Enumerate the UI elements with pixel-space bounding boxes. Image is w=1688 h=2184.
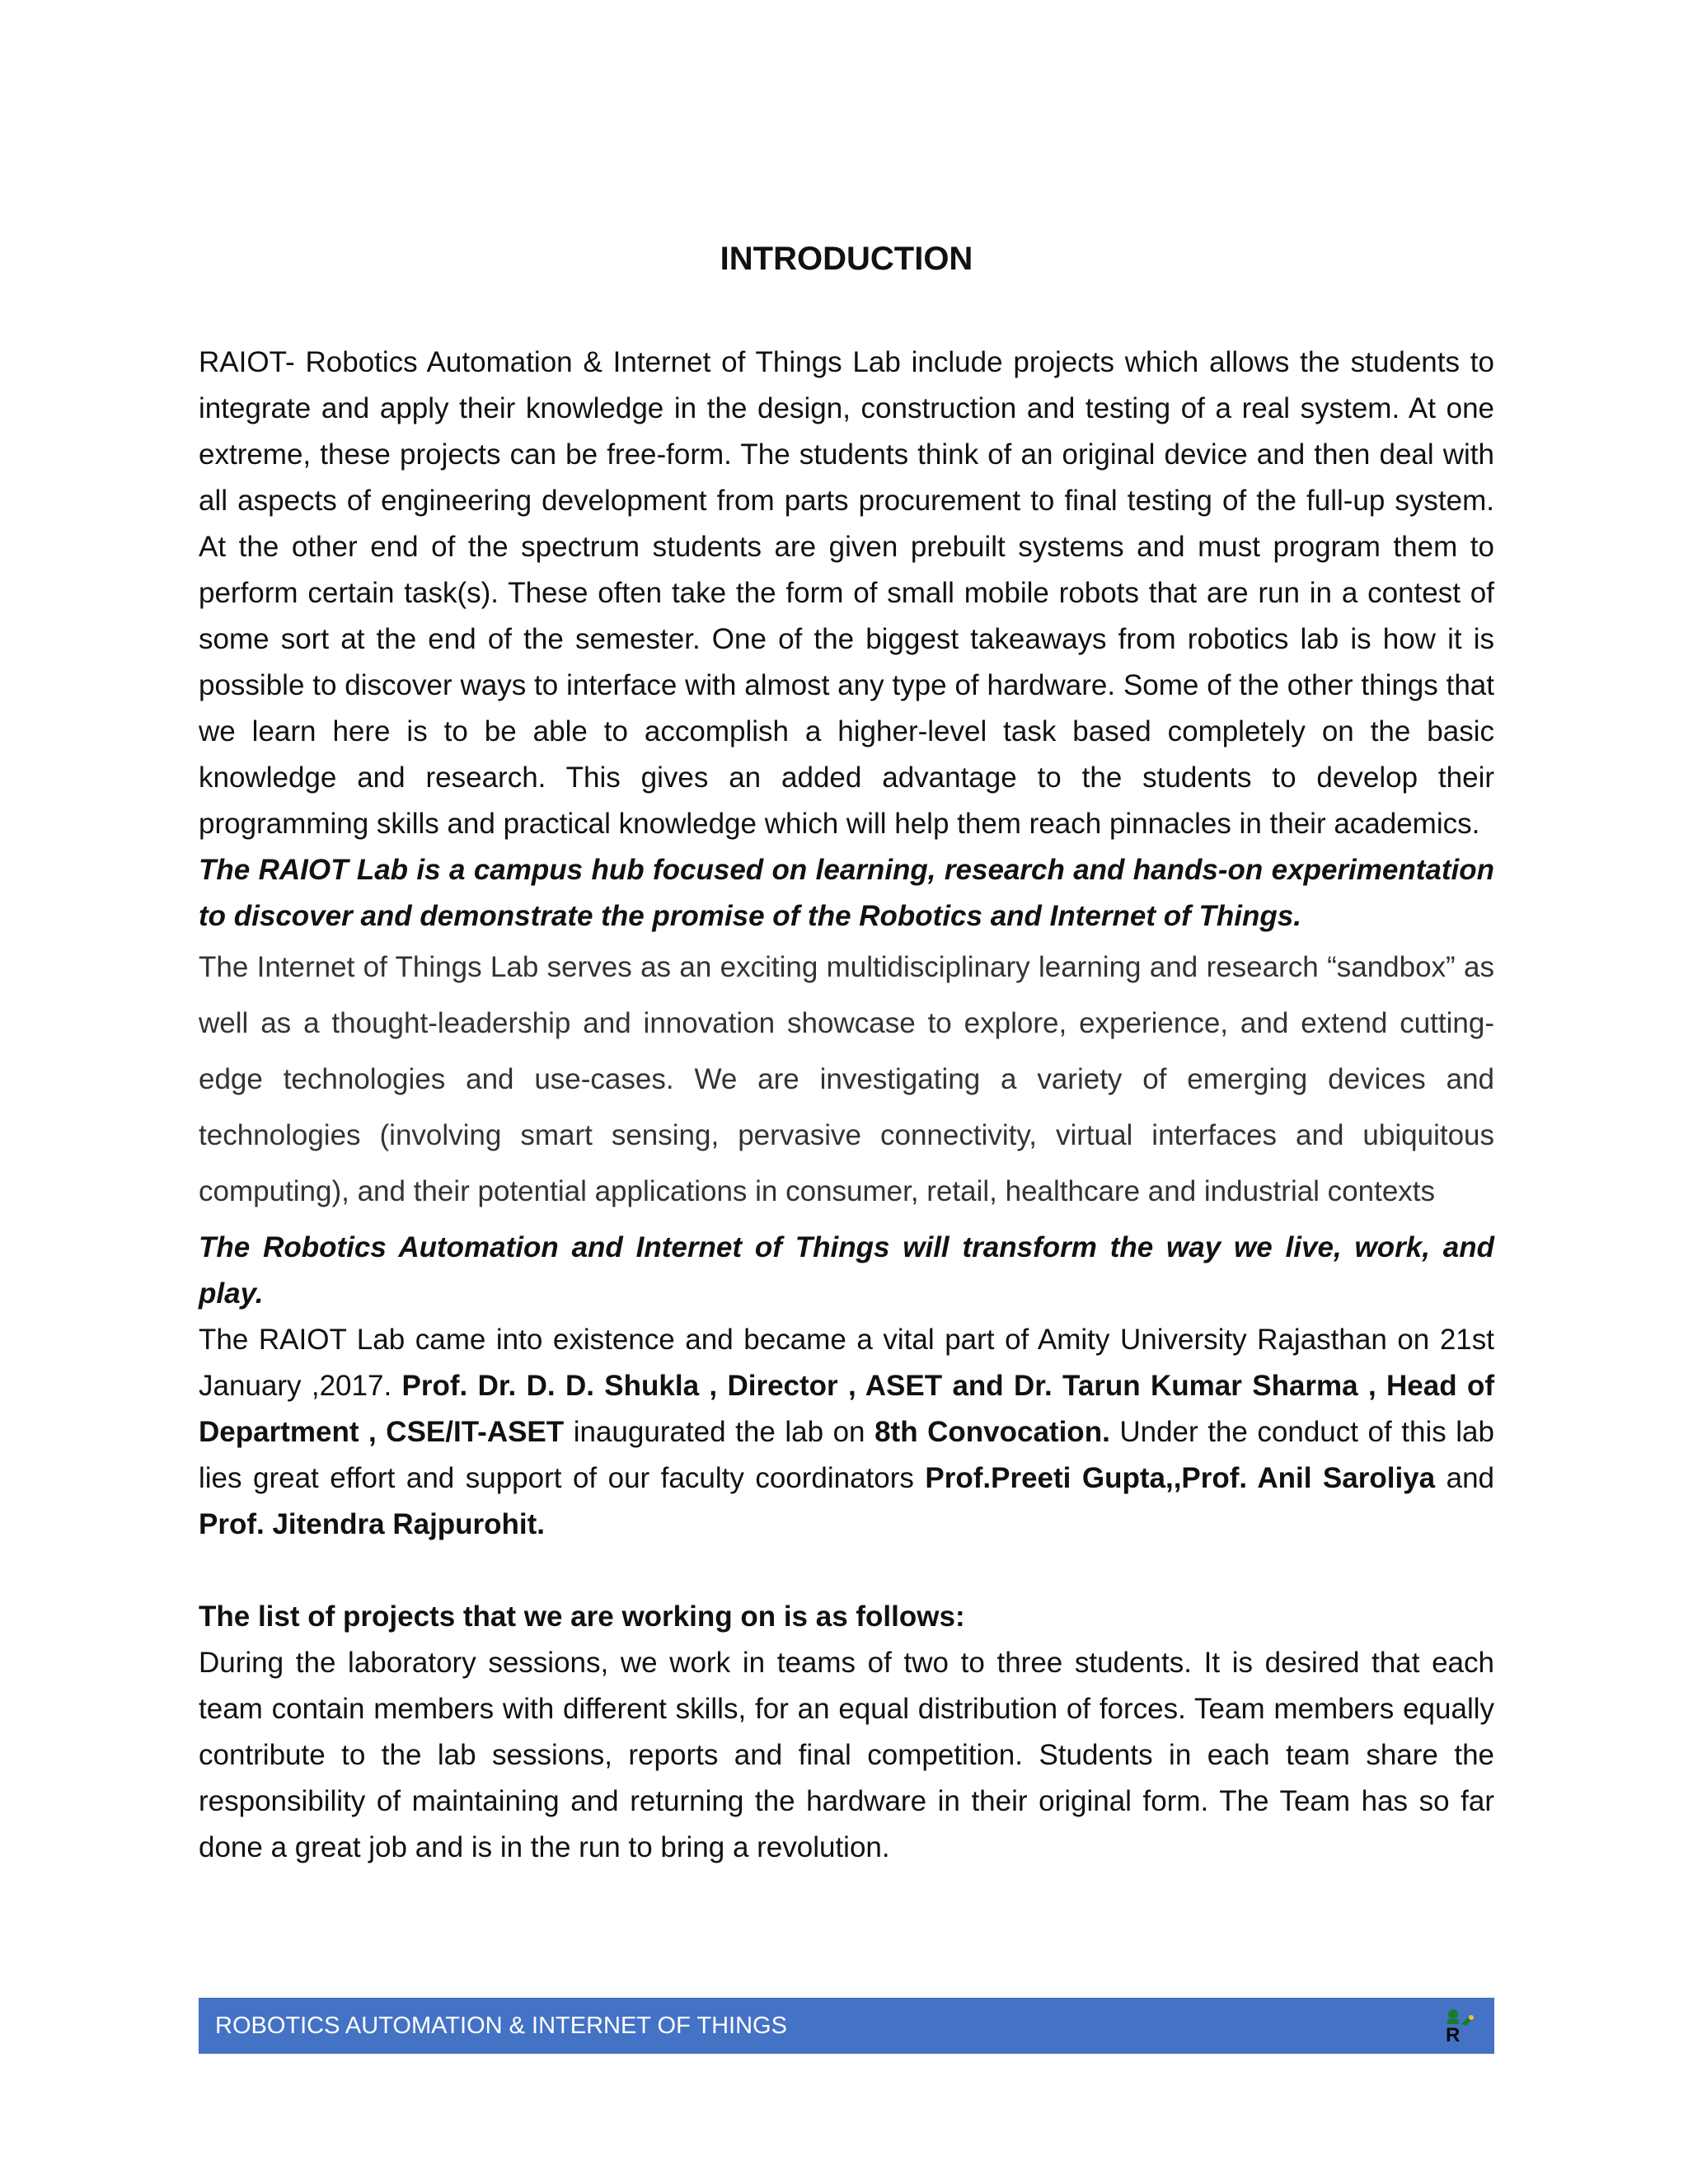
history-text-4: and [1435, 1462, 1494, 1494]
raiot-robot-logo-icon [1442, 2008, 1476, 2044]
projects-heading: The list of projects that we are working on is as follows: [199, 1601, 965, 1633]
page-footer [199, 1998, 1494, 2054]
footer-label: ROBOTICS AUTOMATION & INTERNET OF THINGS [215, 2012, 787, 2039]
history-text-3: Under the conduct of this lab lies great effort and support of our faculty coordinators [199, 1416, 1494, 1494]
history-bold-1: Prof. Dr. D. D. Shukla , Director , ASET and Dr. Tarun Kumar Sharma , Head of Department , CSE/IT-ASET [199, 1370, 1494, 1448]
history-bold-3: Prof.Preeti Gupta,,Prof. Anil Saroliya [925, 1462, 1436, 1494]
hub-statement: The RAIOT Lab is a campus hub focused on learning, research and hands-on experimentation to discover and demonstrate the promise of the Robotics and Internet of Things. [199, 854, 1494, 932]
history-text-1: The RAIOT Lab came into existence and became a vital part of Amity University Rajasthan on 21st January ,2017. [199, 1324, 1494, 1402]
intro-paragraph: RAIOT- Robotics Automation & Internet of Things Lab include projects which allows the students to integrate and apply their knowledge in the design, construction and testing of a real system. At one extreme, these projects can be free-form. The students think of an original device and then deal with all aspects of engineering development from parts procurement to final testing of the full-up system. At the other end of the spectrum students are given prebuilt systems and must program them to perform certain task(s). These often take the form of small mobile robots that are run in a contest of some sort at the end of the semester. One of the biggest takeaways from robotics lab is how it is possible to discover ways to interface with almost any type of hardware. Some of the other things that we learn here is to be able to accomplish a higher-level task based completely on the basic knowledge and research. This gives an added advantage to the students to develop their programming skills and practical knowledge which will help them reach pinnacles in their academics. [199, 346, 1494, 840]
projects-paragraph: During the laboratory sessions, we work in teams of two to three students. It is desired that each team contain members with different skills, for an equal distribution of forces. Team members equally contribute to the lab sessions, reports and final competition. Students in each team share the responsibility of maintaining and returning the hardware in their original form. The Team has so far done a great job and is in the run to bring a revolution. [199, 1647, 1494, 1863]
document-page [199, 239, 1494, 1871]
history-paragraph [199, 1317, 1494, 1548]
history-text-2: inaugurated the lab on [564, 1416, 875, 1448]
svg-text:R: R [1446, 2024, 1461, 2044]
history-bold-2: 8th Convocation. [874, 1416, 1110, 1448]
slogan: The Robotics Automation and Internet of Things will transform the way we live, work, and play. [199, 1231, 1494, 1310]
history-bold-4: Prof. Jitendra Rajpurohit. [199, 1508, 546, 1540]
sandbox-paragraph: The Internet of Things Lab serves as an exciting multidisciplinary learning and research “sandbox” as well as a thought-leadership and innovation showcase to explore, experience, and extend cutting-edge technologies and use-cases. We are investigating a variety of emerging devices and technologies (involving smart sensing, pervasive connectivity, virtual interfaces and ubiquitous computing), and their potential applications in consumer, retail, healthcare and industrial contexts [199, 951, 1494, 1207]
page-title: INTRODUCTION [720, 241, 973, 277]
